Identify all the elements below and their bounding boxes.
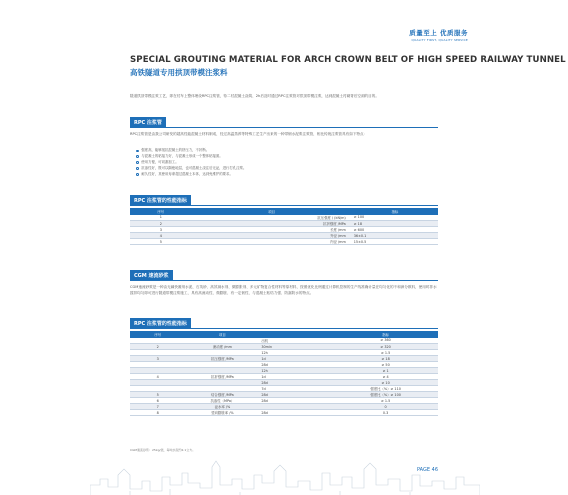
- table-row: 1 抗压强度 / (kN/m) ≥ 100: [130, 215, 438, 221]
- list-item: 与混凝土的粘接力好，与混凝土形成一个整体粘接面。: [136, 154, 246, 160]
- section-header-rpc-perf: RPC 注浆管的性能指标: [130, 195, 191, 205]
- table-row: 7 泌水率 /% 0: [130, 404, 438, 410]
- rpc-description: RPC注浆管是由我公司研发的超高性能混凝土材料制成，经过高温蒸养等特殊工艺生产出来的一种带倒水泥浆注浆管，相比传统注浆管具有如下特点：: [130, 132, 368, 136]
- column-header: 序号: [130, 331, 185, 338]
- section-header-rpc: RPC 注浆管: [130, 117, 166, 127]
- table-row: 5 结合强度 /MPa 28d 强度比（%）≥ 100: [130, 392, 438, 398]
- bullet-icon: [136, 167, 139, 170]
- table-row: 8 竖向膨胀率 /% 28d 0.3: [130, 410, 438, 416]
- table-row: 2 流动度 /mm 30min ≥ 320: [130, 344, 438, 350]
- table-row: 6 抗渗性（MPa） 28d ≥ 1.5: [130, 398, 438, 404]
- section-header-cgm: CGM 速流砂浆: [130, 270, 173, 280]
- section-rule: [130, 205, 438, 206]
- table-row: 28d ≥ 10: [130, 380, 438, 386]
- table-row: 3 抗压强度 /MPa 1d ≥ 18: [130, 356, 438, 362]
- table-row: 28d ≥ 50: [130, 362, 438, 368]
- list-item: 抗渗性好，既可以隔绝地层，也可混凝土浇注后无泌，进行打孔注浆。: [136, 166, 246, 172]
- column-header: 指标: [333, 331, 438, 338]
- table-row: 12h ≥ 1.5: [130, 350, 438, 356]
- table-row: 出机 ≥ 360: [130, 338, 438, 344]
- intro-paragraph: 隧道拱顶带模注浆工艺，即在衬车上整体埋设RPC注浆管，待二衬混凝土浇筑、2h后及时通过RPC注浆管对拱顶带模注浆，达到混凝土衬砌背后空洞的目的。: [130, 94, 379, 98]
- list-item: 使用方便，可切割加工。: [136, 160, 246, 166]
- column-header: 指标: [352, 208, 438, 215]
- column-header: 项目: [185, 331, 259, 338]
- bullet-icon: [136, 155, 139, 158]
- cgm-performance-table: [130, 331, 438, 416]
- slogan-en: QUALITY FIRST, QUALITY SERVICE: [411, 38, 468, 42]
- table-row: 7d 强度比（%）≥ 110: [130, 386, 438, 392]
- section-header-cgm-perf: RPC 注浆管的性能指标: [130, 318, 191, 328]
- table-row: 12h ≥ 1: [130, 368, 438, 374]
- table-row: 4 外径 /mm 36±0.1: [130, 233, 438, 239]
- page-title-en: SPECIAL GROUTING MATERIAL FOR ARCH CROWN BELT OF HIGH SPEED RAILWAY TUNNEL: [130, 55, 566, 65]
- section-rule: [130, 127, 438, 128]
- page-number: PAGE 46: [416, 467, 438, 473]
- slogan: [409, 28, 468, 42]
- list-item: 强度高，能够抵抗混凝土的挤压力，不折断。: [136, 148, 246, 154]
- rpc-performance-table: [130, 208, 438, 245]
- table-row: 5 内径 /mm 15±0.5: [130, 239, 438, 245]
- list-item: 耐久性好，其使用寿命超过混凝土本体，达到免维护的要求。: [136, 172, 246, 178]
- rpc-feature-list: [136, 148, 246, 178]
- table-row: 4 抗折强度 /MPa 1d ≥ 4: [130, 374, 438, 380]
- city-skyline-illustration: [90, 455, 480, 495]
- column-header: 序号: [130, 208, 192, 215]
- section-rule: [130, 328, 438, 329]
- footnote: CGM速流砂浆：25kg/袋，每吨水泥约2.1立方。: [130, 448, 196, 452]
- slogan-cn: 质量至上 优质服务: [409, 29, 468, 37]
- bullet-icon: [136, 161, 139, 164]
- column-header: 项目: [192, 208, 352, 215]
- cgm-description: CGM速流砂浆是一种由无碱快凝剂水泥、石英砂、高效减水剂、微膨胀剂、多元矿物复合性材料等原材料，按照优化比例通过计算机控制的生产线准确计量在均匀化的不和润分散料，使用时拌水搅拌均匀即可进行隧道带模注浆施工，具有高流动性、微膨胀、有一定韧性、与混凝土粘结力强、防漏防水的特点。: [130, 285, 437, 295]
- table-row: 2 抗折强度 /MPa ≥ 18: [130, 221, 438, 227]
- section-rule: [130, 280, 438, 281]
- page-title-cn: 高铁隧道专用拱顶带模注浆料: [130, 68, 228, 77]
- table-row: 3 长度 /mm ≥ 600: [130, 227, 438, 233]
- bullet-icon: [136, 150, 139, 153]
- bullet-icon: [136, 173, 139, 176]
